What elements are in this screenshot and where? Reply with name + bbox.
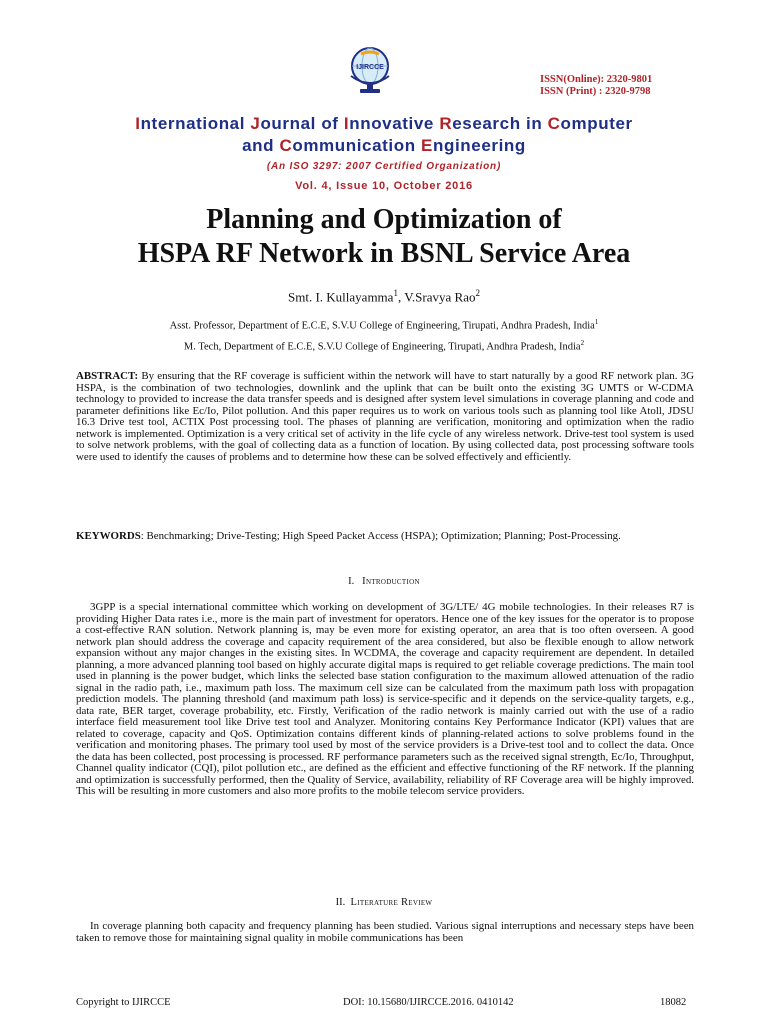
abstract-text: By ensuring that the RF coverage is sufficient within the network will have to start naturally by a good RF network plan. 3G HSPA, is the combination of two technologies, downlink and the uplink that can be built onto the existing 3G UMTS or W-CDMA technology to provided to increase the data transfer speeds and is designed after system level simulations in coverage planning and code and parameter definitions like Ec/Io, Pilot pollution. And this paper requires us to work on various tools such as planning tool like Atoll, JDSU 16.3 Drive test tool, ACTIX Post processing tool. The phases of planning are verification, monitoring and optimization when the radio network is implemented. Optimization is a very critical set of activity in the life cycle of any wireless network. Drive-test tool system is used to solve network problems, with the goal of collecting data as a function of location. By using collected data, post processing software tools were used to identify the causes of problems and to determine how these can be solved effectively and efficiently. xyxy=(76,370,694,463)
keywords-text: : Benchmarking; Drive-Testing; High Speed Packet Access (HSPA); Optimization; Planning; Post-Processing. xyxy=(140,530,621,542)
paper-title xyxy=(60,203,708,271)
journal-name-word: ommunication xyxy=(292,136,422,155)
author-1: Smt. I. Kullayamma xyxy=(288,289,394,305)
journal-name-cap: J xyxy=(250,114,261,133)
issn-block xyxy=(540,74,720,98)
authors xyxy=(60,285,708,305)
journal-volume: Vol. 4, Issue 10, October 2016 xyxy=(295,180,473,192)
journal-name-line2 xyxy=(60,135,708,157)
journal-name-word: nnovative xyxy=(349,114,440,133)
section-title: Introduction xyxy=(362,576,420,587)
logo-text: IJIRCCE xyxy=(356,64,384,71)
journal-name-line1 xyxy=(60,113,708,135)
journal-name-cap: C xyxy=(279,136,293,155)
footer-doi: DOI: 10.15680/IJIRCCE.2016. 0410142 xyxy=(343,997,514,1008)
keywords xyxy=(76,531,694,543)
journal-name-cap: E xyxy=(421,136,433,155)
journal-certification: (An ISO 3297: 2007 Certified Organization) xyxy=(266,161,502,172)
author-2: V.Sravya Rao xyxy=(404,289,476,305)
affiliation-2 xyxy=(60,337,708,354)
journal-name-word: esearch in xyxy=(452,114,548,133)
issn-print: ISSN (Print) : 2320-9798 xyxy=(540,86,651,97)
section-number: I. xyxy=(348,576,355,587)
journal-name-cap: I xyxy=(135,114,141,133)
journal-name-word: ngineering xyxy=(433,136,526,155)
section-number: II. xyxy=(335,897,346,908)
abstract xyxy=(76,371,694,463)
footer-copyright: Copyright to IJIRCCE xyxy=(76,997,171,1008)
author-separator: , xyxy=(397,289,405,305)
introduction-paragraph: 3GPP is a special international committee which working on development of 3G/LTE/ 4G mobile technologies. In their releases R7 is providing Higher Data rates i.e., more is the main part of investment for operators. Hence one of the key issues for the operator is to propose a cost-effective RAN solution. Network planning is, may be even more for existing operator, an area that is too often overseen. A good network plan should address the coverage and capacity requirement of the area considered, but also be flexible enough to allow network expansion without any major changes in the existing sites. In WCDMA, the coverage and capacity requirement are dependent. In detailed planning, a more advanced planning tool based on highly accurate digital maps is required to get reliable coverage predictions. The main tool used in planning is the power budget, which links the selected base station configuration to the maximum allowed attenuation of the radio signal in the radio path, i.e., maximum path loss. The maximum cell size can be calculated from the maximum path loss with propagation prediction models. The planning threshold (and maximum path loss) is service-specific and it depends on the service-quality targets, e.g., data rate, BER target, coverage probability, etc. Firstly, Verification of the radio network is mainly carried out with the use of a radio interface field measurement tool like Drive test tool and Analyzer. Monitoring contains Key Performance Indicator (KPI) values that are related to coverage, capacity and QoS. Optimization contains different kinds of planning-related actions to solve problems found in the verification and monitoring phases. The primary tool used by most of the service providers is a Drive-test tool and to collect the data. Once the data has been collected, post processing is processed. RF performance parameters such as the received signal strength, Ec/Io, Throughput, Channel quality indicator (CQI), pilot pollution etc., are defined as the efficient and effective functioning of the RF network. If the planning and optimization is successfully performed, then the Quality of Service, availability, reliability of RF Coverage area will be highly improved. This will be resulting in more customers and also more profits to the mobile telecom service providers. xyxy=(76,601,694,797)
section-heading-literature-review xyxy=(60,896,708,909)
author-1-sup: 1 xyxy=(393,288,398,298)
journal-name-word: nternational xyxy=(140,114,251,133)
journal-name-cap: I xyxy=(343,114,350,133)
keywords-label: KEYWORDS xyxy=(76,530,141,542)
affiliation-1-sup: 1 xyxy=(594,318,599,326)
literature-review-paragraph: In coverage planning both capacity and frequency planning has been studied. Various signal interruptions and necessary steps have been taken to remove those for maintaining signal quality in mobile communications has been xyxy=(76,920,694,944)
affiliation-2-text: M. Tech, Department of E.C.E, S.V.U College of Engineering, Tirupati, Andhra Pradesh, India xyxy=(183,341,581,353)
section-title: Literature Review xyxy=(350,897,433,908)
paper-title-line2: HSPA RF Network in BSNL Service Area xyxy=(137,238,631,269)
issn-online: ISSN(Online): 2320-9801 xyxy=(540,74,653,85)
journal-name-cap: R xyxy=(439,114,453,133)
paper-title-line1: Planning and Optimization of xyxy=(206,204,562,235)
journal-name-word: ournal of xyxy=(260,114,344,133)
abstract-label: ABSTRACT: xyxy=(76,370,139,382)
journal-name-cap: C xyxy=(547,114,561,133)
journal-logo xyxy=(343,42,397,96)
affiliation-2-sup: 2 xyxy=(580,339,585,347)
journal-name-word: and xyxy=(242,136,280,155)
footer-page-number: 18082 xyxy=(660,997,687,1008)
section-heading-introduction xyxy=(60,575,708,588)
journal-name-word: omputer xyxy=(560,114,633,133)
author-2-sup: 2 xyxy=(475,288,480,298)
affiliation-1 xyxy=(60,316,708,333)
affiliation-1-text: Asst. Professor, Department of E.C.E, S.V.U College of Engineering, Tirupati, Andhra Pradesh, India xyxy=(169,320,595,332)
journal-name xyxy=(60,113,708,157)
